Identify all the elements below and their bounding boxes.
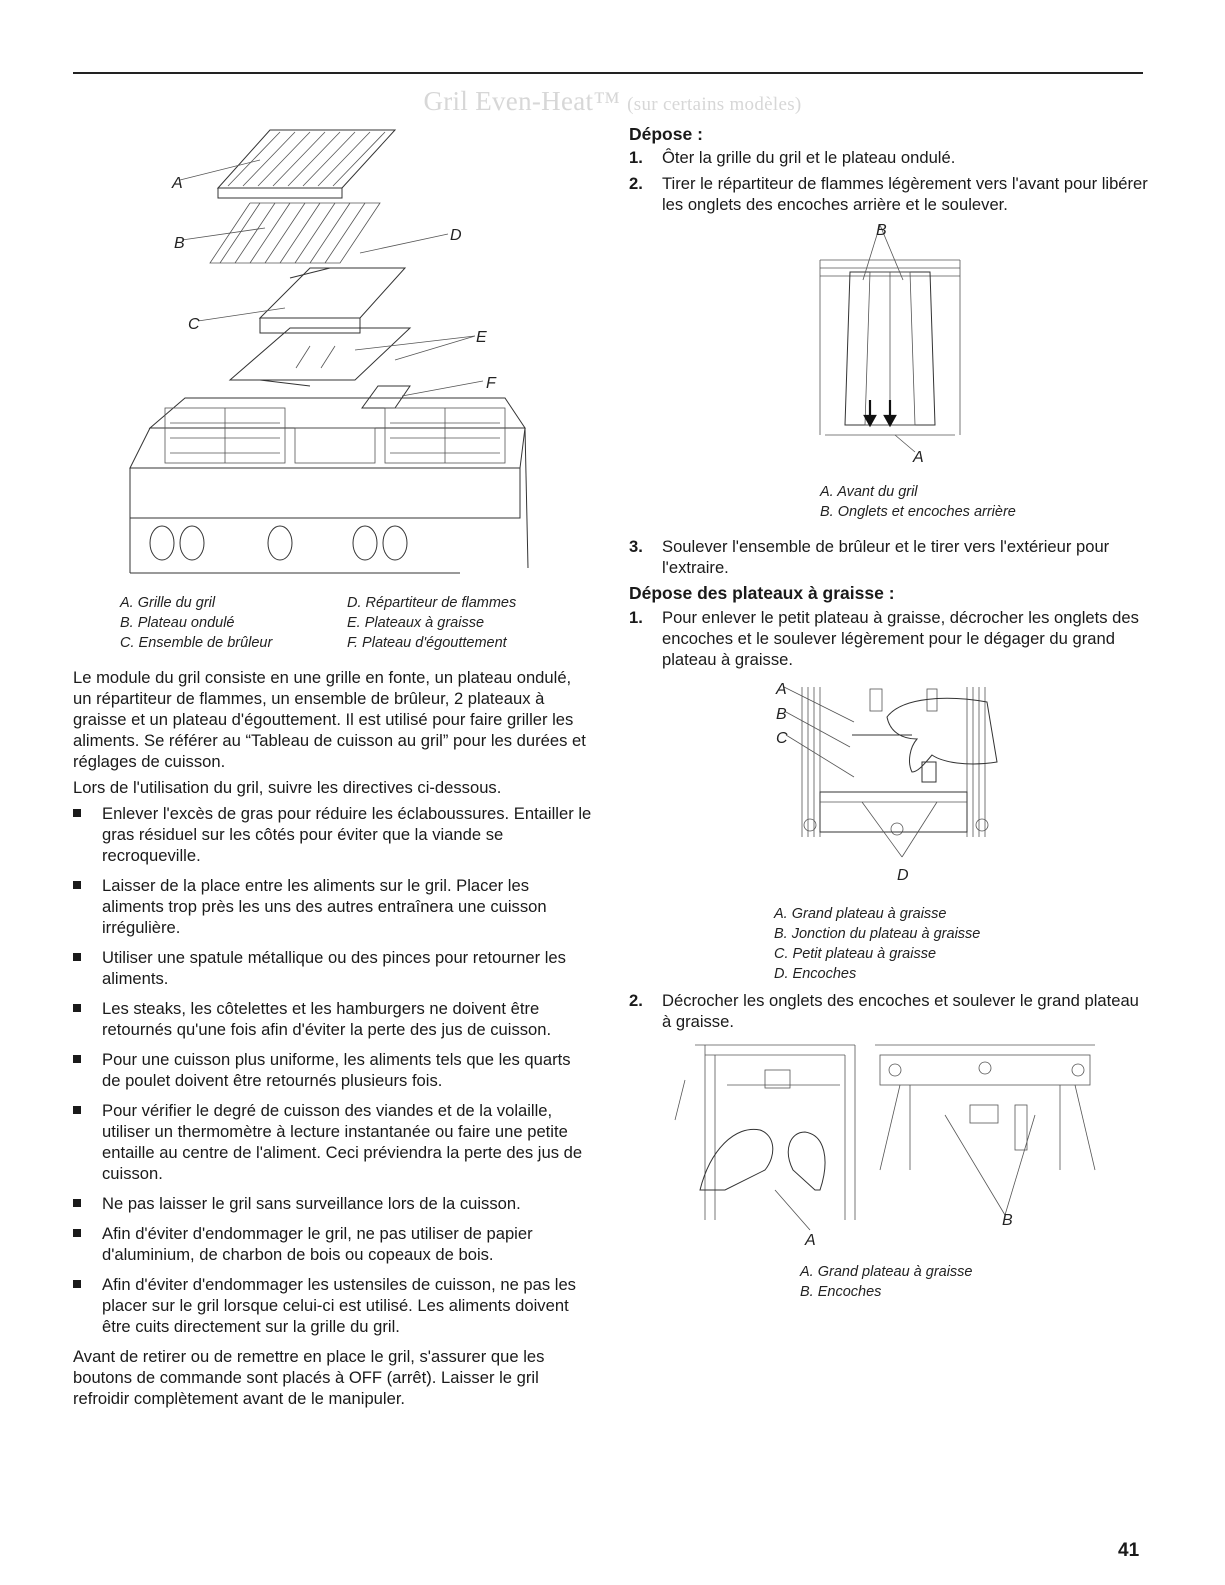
- list-item: Afin d'éviter d'endommager le gril, ne pas utiliser de papier d'aluminium, de charbon de bois ou copeaux de bois.: [73, 1223, 593, 1265]
- burner-section: [629, 536, 1149, 670]
- fig2-caption-a: A. Avant du gril: [820, 484, 918, 500]
- fig1-caption-b: B. Plateau ondulé: [120, 615, 235, 631]
- list-item: Enlever l'excès de gras pour réduire les éclaboussures. Entailler le gras résiduel sur les côtés pour éviter que la viande se recroqueville.: [73, 803, 593, 866]
- title-sub: (sur certains modèles): [627, 94, 802, 115]
- list-item: Laisser de la place entre les aliments sur le gril. Placer les aliments trop près les uns des autres entraînera une cuisson irrégulière.: [73, 875, 593, 938]
- fig1-label-b: B: [174, 235, 185, 252]
- bullet-square-icon: [73, 1229, 81, 1237]
- fig2-captions: [820, 482, 1016, 522]
- directives-list: [73, 803, 593, 1337]
- fig1-caption-c: C. Ensemble de brûleur: [120, 635, 273, 651]
- fig3-label-d: D: [897, 867, 909, 884]
- fig2-label-a: A: [913, 449, 924, 465]
- fig1-caption-e: E. Plateaux à graisse: [347, 615, 485, 631]
- small-grease-tray-illustration: [772, 677, 1012, 887]
- depose-step-2: 2. Tirer le répartiteur de flammes légèrement vers l'avant pour libérer les onglets des encoches arrière et le soulever.: [629, 174, 1148, 214]
- depose-heading: Dépose :: [629, 124, 703, 144]
- fig4-caption-b: B. Encoches: [800, 1284, 882, 1300]
- bullet-square-icon: [73, 1055, 81, 1063]
- fig3-captions: [774, 904, 980, 984]
- list-item: Pour vérifier le degré de cuisson des viandes et de la volaille, utiliser un thermomètre à lecture instantanée ou faire une petite entaille au centre de l'aliment. Ceci préviendra la perte des jus de cuisson.: [73, 1100, 593, 1184]
- title-main: Gril Even-Heat™: [423, 86, 621, 116]
- page-title: [0, 86, 1225, 117]
- depose-step-1: 1. Ôter la grille du gril et le plateau ondulé.: [629, 148, 956, 167]
- left-body: [73, 667, 593, 1409]
- plateaux-step-1: 1. Pour enlever le petit plateau à graisse, décrocher les onglets des encoches et le soulever légèrement pour le dégager du grand plateau à graisse.: [629, 608, 1139, 669]
- fig1-caption-a: A. Grille du gril: [120, 595, 216, 611]
- bullet-square-icon: [73, 809, 81, 817]
- bullet-square-icon: [73, 881, 81, 889]
- fig2-caption-b: B. Onglets et encoches arrière: [820, 504, 1016, 520]
- small-grease-tray-figure: [772, 677, 1012, 887]
- large-grease-tray-figure: [665, 1040, 1105, 1255]
- flame-spreader-figure: [815, 220, 965, 465]
- grill-exploded-figure: [110, 118, 550, 588]
- bullet-square-icon: [73, 1280, 81, 1288]
- list-item: Les steaks, les côtelettes et les hamburgers ne doivent être retournés qu'une fois afin d'éviter la perte des jus de cuisson.: [73, 998, 593, 1040]
- fig3-caption-a: A. Grand plateau à graisse: [774, 906, 947, 922]
- large-grease-tray-illustration: [665, 1040, 1105, 1255]
- plateaux-step-2: 2. Décrocher les onglets des encoches et soulever le grand plateau à graisse.: [629, 991, 1139, 1031]
- list-item: Afin d'éviter d'endommager les ustensiles de cuisson, ne pas les placer sur le gril lorsque celui-ci est utilisé. Les aliments doivent être cuits directement sur la grille du gril.: [73, 1274, 593, 1337]
- fig4-captions: [800, 1262, 973, 1302]
- bullet-square-icon: [73, 953, 81, 961]
- fig4-label-a: A: [805, 1232, 816, 1249]
- fig1-label-c: C: [188, 316, 200, 333]
- bullet-square-icon: [73, 1199, 81, 1207]
- closing-paragraph: Avant de retirer ou de remettre en place le gril, s'assurer que les boutons de commande sont placés à OFF (arrêt). Laisser le gril refroidir complètement avant de le manipuler.: [73, 1347, 545, 1408]
- fig1-caption-f: F. Plateau d'égouttement: [347, 635, 507, 651]
- fig4-caption-a: A. Grand plateau à graisse: [800, 1264, 973, 1280]
- list-item: Pour une cuisson plus uniforme, les aliments tels que les quarts de poulet doivent être retournés plusieurs fois.: [73, 1049, 593, 1091]
- intro-paragraph: Le module du gril consiste en une grille en fonte, un plateau ondulé, un répartiteur de flammes, un ensemble de brûleur, 2 plateaux à graisse et un plateau d'égouttement. Il est utilisé pour faire griller les aliments. Se référer au “Tableau de cuisson au gril” pour les durées et réglages de cuisson.: [73, 668, 586, 771]
- fig3-caption-c: C. Petit plateau à graisse: [774, 946, 937, 962]
- fig1-label-d: D: [450, 227, 462, 244]
- bullet-square-icon: [73, 1004, 81, 1012]
- list-item: Ne pas laisser le gril sans surveillance lors de la cuisson.: [73, 1193, 593, 1214]
- bullet-square-icon: [73, 1106, 81, 1114]
- depose-step-3: 3. Soulever l'ensemble de brûleur et le tirer vers l'extérieur pour l'extraire.: [629, 537, 1110, 577]
- fig1-label-f: F: [486, 375, 496, 392]
- fig1-label-a: A: [172, 175, 183, 192]
- fig3-label-c: C: [776, 730, 788, 747]
- grill-exploded-illustration: [110, 118, 550, 588]
- plateaux-step-2-block: [629, 990, 1149, 1032]
- top-rule: [73, 72, 1143, 74]
- directives-intro: Lors de l'utilisation du gril, suivre les directives ci-dessous.: [73, 778, 502, 797]
- list-item: Utiliser une spatule métallique ou des pinces pour retourner les aliments.: [73, 947, 593, 989]
- depose-section: [629, 123, 1149, 215]
- flame-spreader-illustration: [815, 220, 965, 465]
- fig3-caption-d: D. Encoches: [774, 966, 857, 982]
- fig2-label-b: B: [876, 222, 887, 239]
- fig1-caption-d: D. Répartiteur de flammes: [347, 595, 517, 611]
- fig3-label-a: A: [776, 681, 787, 698]
- fig3-caption-b: B. Jonction du plateau à graisse: [774, 926, 981, 942]
- fig1-label-e: E: [476, 329, 487, 346]
- fig3-label-b: B: [776, 706, 787, 723]
- page-number: 41: [1118, 1540, 1140, 1561]
- plateaux-heading: Dépose des plateaux à graisse :: [629, 583, 895, 603]
- fig4-label-b: B: [1002, 1212, 1013, 1229]
